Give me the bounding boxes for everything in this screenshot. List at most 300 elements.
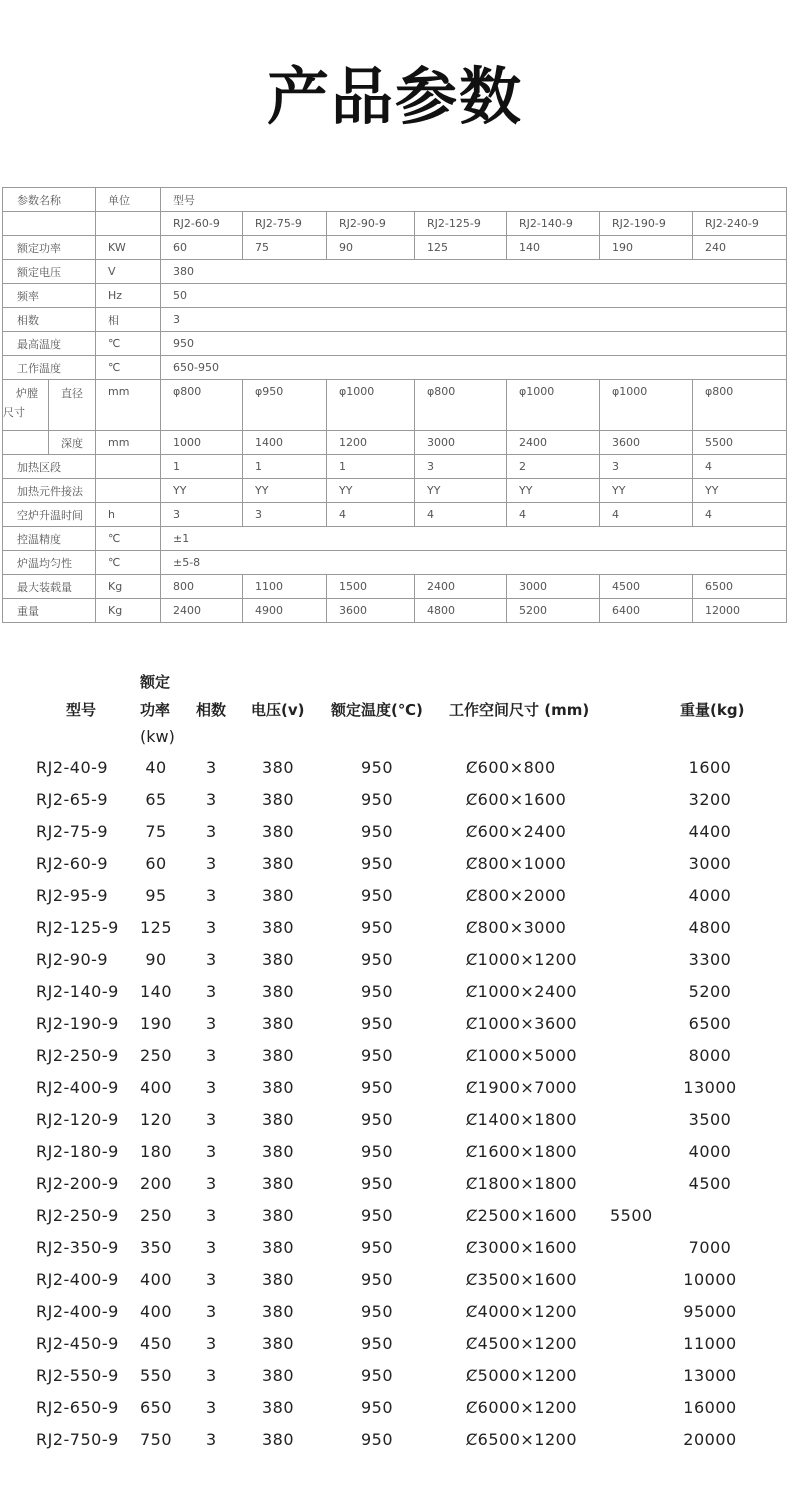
list-item <box>0 1108 790 1140</box>
list-size: Ȼ600×800 <box>466 758 556 777</box>
list-weight: 1600 <box>688 758 732 777</box>
spec-row <box>3 527 787 551</box>
list-weight: 4400 <box>688 822 732 841</box>
spec-value: 6500 <box>693 575 787 599</box>
list-size: Ȼ600×1600 <box>466 790 567 809</box>
spec-value: 4 <box>507 503 600 527</box>
spec-chamber-label <box>3 380 49 431</box>
spec-model-name: RJ2-75-9 <box>243 212 327 236</box>
list-power: 180 <box>139 1142 173 1161</box>
list-item <box>0 1396 790 1428</box>
spec-value: φ1000 <box>600 380 693 431</box>
spec-param-label: 空炉升温时间 <box>3 503 96 527</box>
header-model: 型号 <box>66 701 97 719</box>
list-size: Ȼ5000×1200 <box>466 1366 578 1385</box>
list-voltage: 380 <box>262 886 295 905</box>
list-item <box>0 820 790 852</box>
spec-value: 1 <box>327 455 415 479</box>
list-phase: 3 <box>206 1110 217 1129</box>
spec-value: 4 <box>600 503 693 527</box>
list-size: Ȼ1000×1200 <box>466 950 578 969</box>
spec-value: 380 <box>161 260 787 284</box>
list-model: RJ2-125-9 <box>36 918 119 937</box>
list-voltage: 380 <box>262 1110 295 1129</box>
list-weight: 4000 <box>688 1142 732 1161</box>
list-model: RJ2-180-9 <box>36 1142 119 1161</box>
spec-header-row <box>3 188 787 212</box>
list-temp: 950 <box>361 1238 394 1257</box>
list-item <box>0 948 790 980</box>
list-size: Ȼ1000×2400 <box>466 982 578 1001</box>
spec-value: YY <box>415 479 507 503</box>
list-phase: 3 <box>206 1270 217 1289</box>
spec-unit: ℃ <box>96 551 161 575</box>
spec-value: φ950 <box>243 380 327 431</box>
chamber-label-line1: 炉膛 <box>16 387 38 400</box>
spec-value: 3 <box>415 455 507 479</box>
spec-model-name: RJ2-140-9 <box>507 212 600 236</box>
spec-value: YY <box>693 479 787 503</box>
spec-chamber-diameter-row <box>3 380 787 431</box>
list-temp: 950 <box>361 982 394 1001</box>
spec-value: 3 <box>243 503 327 527</box>
spec-value: 90 <box>327 236 415 260</box>
list-temp: 950 <box>361 1014 394 1033</box>
list-size: Ȼ1600×1800 <box>466 1142 578 1161</box>
list-weight: 20000 <box>683 1430 737 1449</box>
list-size: Ȼ4500×1200 <box>466 1334 578 1353</box>
spec-empty-cell <box>3 212 96 236</box>
list-power: 400 <box>139 1302 173 1321</box>
header-voltage: 电压(v) <box>251 701 305 719</box>
spec-row <box>3 284 787 308</box>
list-item <box>0 1300 790 1332</box>
spec-value: 2400 <box>161 599 243 623</box>
list-voltage: 380 <box>262 758 295 777</box>
list-item <box>0 980 790 1012</box>
spec-value: YY <box>161 479 243 503</box>
spec-value: 4 <box>693 503 787 527</box>
spec-value: 5200 <box>507 599 600 623</box>
list-power: 400 <box>139 1078 173 1097</box>
spec-value: 3600 <box>600 431 693 455</box>
spec-value: 4800 <box>415 599 507 623</box>
list-power: 90 <box>145 950 167 969</box>
list-voltage: 380 <box>262 1334 295 1353</box>
list-weight: 4500 <box>688 1174 732 1193</box>
list-size: Ȼ1400×1800 <box>466 1110 578 1129</box>
list-item <box>0 1236 790 1268</box>
list-weight: 95000 <box>683 1302 737 1321</box>
spec-value: φ800 <box>415 380 507 431</box>
list-size: Ȼ4000×1200 <box>466 1302 578 1321</box>
list-phase: 3 <box>206 1238 217 1257</box>
spec-empty-cell <box>3 431 49 455</box>
list-size: Ȼ800×3000 <box>466 918 567 937</box>
spec-value: 125 <box>415 236 507 260</box>
spec-value: 2400 <box>415 575 507 599</box>
list-model: RJ2-140-9 <box>36 982 119 1001</box>
spec-value: ±5-8 <box>161 551 787 575</box>
spec-param-label: 额定功率 <box>3 236 96 260</box>
list-extra: 5500 <box>610 1206 653 1225</box>
spec-unit: mm <box>96 431 161 455</box>
spec-value: 3000 <box>507 575 600 599</box>
list-temp: 950 <box>361 758 394 777</box>
list-model: RJ2-75-9 <box>36 822 109 841</box>
spec-model-name: RJ2-240-9 <box>693 212 787 236</box>
list-phase: 3 <box>206 790 217 809</box>
list-temp: 950 <box>361 1302 394 1321</box>
list-temp: 950 <box>361 1174 394 1193</box>
list-power: 125 <box>139 918 173 937</box>
list-model: RJ2-350-9 <box>36 1238 119 1257</box>
list-temp: 950 <box>361 854 394 873</box>
spec-value: 2 <box>507 455 600 479</box>
list-model: RJ2-650-9 <box>36 1398 119 1417</box>
spec-param-label: 工作温度 <box>3 356 96 380</box>
spec-row <box>3 599 787 623</box>
list-phase: 3 <box>206 1302 217 1321</box>
spec-param-label: 最高温度 <box>3 332 96 356</box>
list-model: RJ2-90-9 <box>36 950 109 969</box>
list-voltage: 380 <box>262 1238 295 1257</box>
list-power: 140 <box>139 982 173 1001</box>
spec-value: 1000 <box>161 431 243 455</box>
spec-value: 1100 <box>243 575 327 599</box>
spec-row <box>3 308 787 332</box>
spec-unit: Kg <box>96 599 161 623</box>
spec-param-label: 最大装载量 <box>3 575 96 599</box>
header-weight: 重量(kg) <box>680 701 745 719</box>
spec-row <box>3 455 787 479</box>
spec-value: 800 <box>161 575 243 599</box>
list-item <box>0 1140 790 1172</box>
model-list-header <box>0 664 790 756</box>
list-temp: 950 <box>361 1110 394 1129</box>
list-model: RJ2-200-9 <box>36 1174 119 1193</box>
list-voltage: 380 <box>262 1014 295 1033</box>
model-list <box>0 664 790 1460</box>
page-title: 产品参数 <box>266 60 523 133</box>
list-weight: 5200 <box>688 982 732 1001</box>
list-model: RJ2-120-9 <box>36 1110 119 1129</box>
list-phase: 3 <box>206 918 217 937</box>
list-model: RJ2-250-9 <box>36 1206 119 1225</box>
list-weight: 4800 <box>688 918 732 937</box>
list-temp: 950 <box>361 1366 394 1385</box>
list-phase: 3 <box>206 822 217 841</box>
list-size: Ȼ1000×3600 <box>466 1014 578 1033</box>
spec-value: ±1 <box>161 527 787 551</box>
list-item <box>0 788 790 820</box>
list-weight: 13000 <box>683 1366 737 1385</box>
spec-row <box>3 236 787 260</box>
list-size: Ȼ3500×1600 <box>466 1270 578 1289</box>
list-item <box>0 1044 790 1076</box>
list-power: 95 <box>145 886 167 905</box>
spec-value: 3000 <box>415 431 507 455</box>
list-model: RJ2-190-9 <box>36 1014 119 1033</box>
list-size: Ȼ600×2400 <box>466 822 567 841</box>
chamber-label-line2: 尺寸 <box>3 406 25 419</box>
list-power: 550 <box>139 1366 173 1385</box>
spec-row <box>3 332 787 356</box>
spec-row <box>3 575 787 599</box>
list-item <box>0 1012 790 1044</box>
list-voltage: 380 <box>262 1430 295 1449</box>
list-voltage: 380 <box>262 790 295 809</box>
spec-depth-label: 深度 <box>49 431 96 455</box>
list-voltage: 380 <box>262 822 295 841</box>
list-size: Ȼ800×2000 <box>466 886 567 905</box>
spec-value: 3 <box>161 503 243 527</box>
spec-model-row <box>3 212 787 236</box>
spec-value: 5500 <box>693 431 787 455</box>
header-power-unit: (kw) <box>140 727 175 746</box>
list-phase: 3 <box>206 1398 217 1417</box>
spec-param-label: 控温精度 <box>3 527 96 551</box>
spec-value: YY <box>243 479 327 503</box>
spec-unit: ℃ <box>96 527 161 551</box>
list-power: 400 <box>139 1270 173 1289</box>
spec-value: 650-950 <box>161 356 787 380</box>
model-list-body <box>0 756 790 1460</box>
spec-row <box>3 356 787 380</box>
list-phase: 3 <box>206 982 217 1001</box>
list-item <box>0 1204 790 1236</box>
list-size: Ȼ1000×5000 <box>466 1046 578 1065</box>
spec-value: φ800 <box>161 380 243 431</box>
list-temp: 950 <box>361 1398 394 1417</box>
list-item <box>0 916 790 948</box>
spec-unit <box>96 455 161 479</box>
spec-diameter-label: 直径 <box>49 380 96 431</box>
spec-value: 4 <box>415 503 507 527</box>
spec-value: 3600 <box>327 599 415 623</box>
list-power: 450 <box>139 1334 173 1353</box>
spec-unit: 相 <box>96 308 161 332</box>
list-voltage: 380 <box>262 1142 295 1161</box>
list-power: 200 <box>139 1174 173 1193</box>
list-model: RJ2-550-9 <box>36 1366 119 1385</box>
list-temp: 950 <box>361 1142 394 1161</box>
spec-header-model: 型号 <box>161 188 787 212</box>
list-model: RJ2-60-9 <box>36 854 109 873</box>
list-power: 650 <box>139 1398 173 1417</box>
list-voltage: 380 <box>262 1078 295 1097</box>
list-power: 75 <box>145 822 167 841</box>
list-phase: 3 <box>206 1206 217 1225</box>
spec-value: 190 <box>600 236 693 260</box>
header-size: 工作空间尺寸 (mm) <box>449 701 590 719</box>
list-phase: 3 <box>206 1142 217 1161</box>
spec-value: 12000 <box>693 599 787 623</box>
spec-row <box>3 260 787 284</box>
list-model: RJ2-40-9 <box>36 758 109 777</box>
spec-param-label: 加热区段 <box>3 455 96 479</box>
list-item <box>0 884 790 916</box>
spec-value: φ1000 <box>327 380 415 431</box>
spec-value: YY <box>600 479 693 503</box>
list-voltage: 380 <box>262 1270 295 1289</box>
spec-value: YY <box>327 479 415 503</box>
spec-value: 3 <box>600 455 693 479</box>
header-temp: 额定温度(℃) <box>331 701 423 719</box>
spec-unit: ℃ <box>96 332 161 356</box>
list-temp: 950 <box>361 1334 394 1353</box>
spec-unit: ℃ <box>96 356 161 380</box>
list-phase: 3 <box>206 758 217 777</box>
list-weight: 13000 <box>683 1078 737 1097</box>
list-size: Ȼ6000×1200 <box>466 1398 578 1417</box>
spec-unit: mm <box>96 380 161 431</box>
list-power: 40 <box>145 758 167 777</box>
list-item <box>0 1268 790 1300</box>
spec-param-label: 相数 <box>3 308 96 332</box>
list-power: 65 <box>145 790 167 809</box>
spec-value: YY <box>507 479 600 503</box>
spec-value: φ1000 <box>507 380 600 431</box>
spec-value: 60 <box>161 236 243 260</box>
list-voltage: 380 <box>262 950 295 969</box>
spec-value: 4 <box>327 503 415 527</box>
spec-header-param: 参数名称 <box>3 188 96 212</box>
list-temp: 950 <box>361 1046 394 1065</box>
header-power-line1: 额定 <box>140 673 171 691</box>
list-power: 120 <box>139 1110 173 1129</box>
list-phase: 3 <box>206 950 217 969</box>
spec-unit: Kg <box>96 575 161 599</box>
list-weight: 3200 <box>688 790 732 809</box>
list-temp: 950 <box>361 1206 394 1225</box>
list-power: 250 <box>139 1046 173 1065</box>
list-weight: 10000 <box>683 1270 737 1289</box>
list-power: 190 <box>139 1014 173 1033</box>
list-item <box>0 756 790 788</box>
spec-unit: Hz <box>96 284 161 308</box>
spec-value: 3 <box>161 308 787 332</box>
list-size: Ȼ1900×7000 <box>466 1078 578 1097</box>
list-item <box>0 852 790 884</box>
list-temp: 950 <box>361 886 394 905</box>
list-size: Ȼ1800×1800 <box>466 1174 578 1193</box>
spec-value: φ800 <box>693 380 787 431</box>
list-phase: 3 <box>206 1046 217 1065</box>
list-temp: 950 <box>361 918 394 937</box>
spec-param-label: 重量 <box>3 599 96 623</box>
list-size: Ȼ3000×1600 <box>466 1238 578 1257</box>
spec-value: 4500 <box>600 575 693 599</box>
list-model: RJ2-400-9 <box>36 1302 119 1321</box>
list-phase: 3 <box>206 1430 217 1449</box>
list-power: 350 <box>139 1238 173 1257</box>
list-power: 750 <box>139 1430 173 1449</box>
list-voltage: 380 <box>262 1302 295 1321</box>
spec-value: 1 <box>243 455 327 479</box>
spec-model-name: RJ2-190-9 <box>600 212 693 236</box>
list-voltage: 380 <box>262 1174 295 1193</box>
list-weight: 4000 <box>688 886 732 905</box>
list-item <box>0 1364 790 1396</box>
spec-param-label: 炉温均匀性 <box>3 551 96 575</box>
spec-value: 140 <box>507 236 600 260</box>
list-model: RJ2-250-9 <box>36 1046 119 1065</box>
list-model: RJ2-400-9 <box>36 1078 119 1097</box>
header-phase: 相数 <box>196 701 227 719</box>
spec-value: 6400 <box>600 599 693 623</box>
list-item <box>0 1172 790 1204</box>
spec-param-label: 加热元件接法 <box>3 479 96 503</box>
spec-param-label: 额定电压 <box>3 260 96 284</box>
spec-row <box>3 551 787 575</box>
list-voltage: 380 <box>262 982 295 1001</box>
list-item <box>0 1428 790 1460</box>
spec-unit: V <box>96 260 161 284</box>
list-temp: 950 <box>361 1270 394 1289</box>
spec-unit <box>96 479 161 503</box>
spec-row <box>3 479 787 503</box>
list-power: 60 <box>145 854 167 873</box>
list-model: RJ2-750-9 <box>36 1430 119 1449</box>
spec-model-name: RJ2-60-9 <box>161 212 243 236</box>
list-voltage: 380 <box>262 1206 295 1225</box>
spec-value: 1200 <box>327 431 415 455</box>
spec-value: 4 <box>693 455 787 479</box>
header-power-line2: 功率 <box>140 701 171 719</box>
spec-unit: h <box>96 503 161 527</box>
list-phase: 3 <box>206 886 217 905</box>
spec-chamber-depth-row <box>3 431 787 455</box>
list-item <box>0 1332 790 1364</box>
list-weight: 3000 <box>688 854 732 873</box>
spec-model-name: RJ2-90-9 <box>327 212 415 236</box>
spec-value: 75 <box>243 236 327 260</box>
list-phase: 3 <box>206 1366 217 1385</box>
list-voltage: 380 <box>262 854 295 873</box>
list-temp: 950 <box>361 950 394 969</box>
list-weight: 16000 <box>683 1398 737 1417</box>
spec-value: 1 <box>161 455 243 479</box>
spec-unit: KW <box>96 236 161 260</box>
spec-value: 2400 <box>507 431 600 455</box>
list-model: RJ2-400-9 <box>36 1270 119 1289</box>
spec-param-label: 频率 <box>3 284 96 308</box>
list-phase: 3 <box>206 854 217 873</box>
list-weight: 8000 <box>688 1046 732 1065</box>
spec-value: 1400 <box>243 431 327 455</box>
list-temp: 950 <box>361 822 394 841</box>
list-size: Ȼ6500×1200 <box>466 1430 578 1449</box>
spec-header-unit: 单位 <box>96 188 161 212</box>
spec-empty-cell <box>96 212 161 236</box>
list-voltage: 380 <box>262 918 295 937</box>
list-weight: 6500 <box>688 1014 732 1033</box>
list-voltage: 380 <box>262 1046 295 1065</box>
list-item <box>0 1076 790 1108</box>
list-voltage: 380 <box>262 1398 295 1417</box>
list-phase: 3 <box>206 1014 217 1033</box>
list-model: RJ2-95-9 <box>36 886 109 905</box>
spec-row <box>3 503 787 527</box>
list-phase: 3 <box>206 1078 217 1097</box>
list-weight: 3300 <box>688 950 732 969</box>
spec-value: 950 <box>161 332 787 356</box>
list-phase: 3 <box>206 1334 217 1353</box>
list-model: RJ2-65-9 <box>36 790 109 809</box>
list-weight: 3500 <box>688 1110 732 1129</box>
list-weight: 11000 <box>683 1334 737 1353</box>
